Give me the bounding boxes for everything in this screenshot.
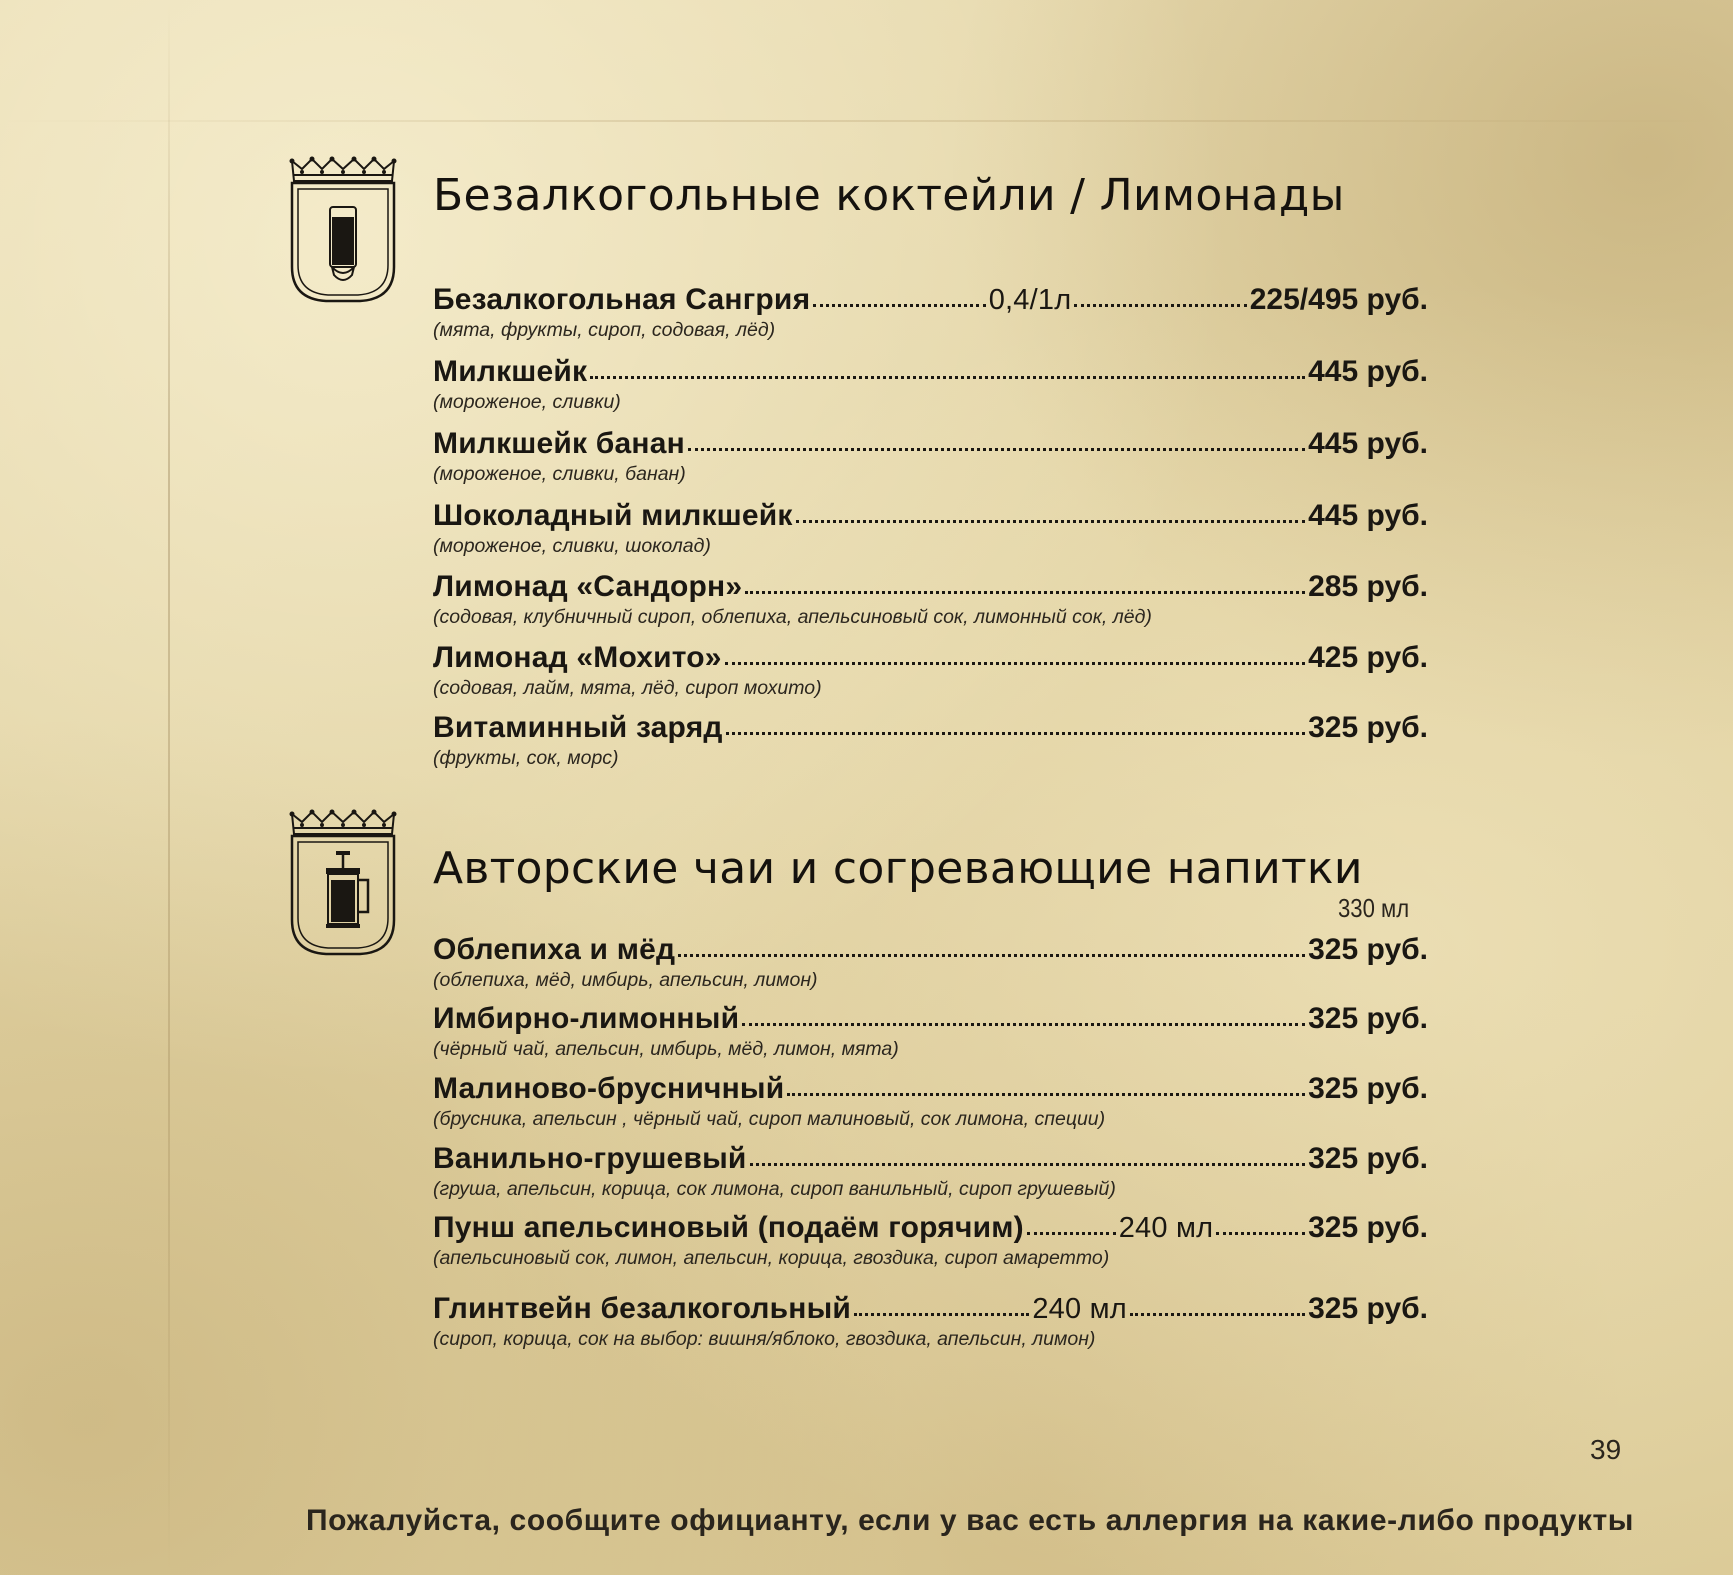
item-name: Витаминный заряд — [433, 711, 723, 744]
section-title-teas: Авторские чаи и согревающие напитки — [433, 843, 1363, 894]
item-description: (фрукты, сок, морс) — [433, 747, 619, 769]
menu-item — [433, 1211, 1428, 1292]
item-price: 325 руб. — [1308, 711, 1428, 744]
item-name: Шоколадный милкшейк — [433, 499, 793, 532]
item-price: 425 руб. — [1308, 641, 1428, 674]
menu-item — [433, 711, 1428, 783]
dotted-leader — [726, 732, 1305, 735]
item-description: (мороженое, сливки) — [433, 391, 621, 413]
menu-item — [433, 933, 1428, 1002]
dotted-leader — [787, 1093, 1305, 1096]
item-name: Облепиха и мёд — [433, 933, 676, 966]
item-price: 325 руб. — [1308, 933, 1428, 966]
menu-item — [433, 1072, 1428, 1142]
menu-item — [433, 1142, 1428, 1211]
dotted-leader — [1130, 1313, 1305, 1316]
item-description: (мороженое, сливки, банан) — [433, 463, 686, 485]
item-name: Имбирно-лимонный — [433, 1002, 740, 1035]
item-description: (чёрный чай, апельсин, имбирь, мёд, лимон, мята) — [433, 1038, 899, 1060]
item-price: 445 руб. — [1308, 499, 1428, 532]
item-price: 445 руб. — [1308, 355, 1428, 388]
item-price: 285 руб. — [1308, 570, 1428, 603]
item-name: Безалкогольная Сангрия — [433, 283, 811, 316]
dotted-leader — [854, 1313, 1029, 1316]
menu-item — [433, 641, 1428, 711]
item-description: (мороженое, сливки, шоколад) — [433, 535, 711, 557]
item-name: Лимонад «Сандорн» — [433, 570, 743, 603]
menu-item — [433, 355, 1428, 427]
item-price: 325 руб. — [1308, 1072, 1428, 1105]
volume-note: 330 мл — [1338, 893, 1410, 923]
item-price: 225/495 руб. — [1249, 283, 1429, 316]
item-name: Ванильно-грушевый — [433, 1142, 747, 1175]
menu-item — [433, 570, 1428, 641]
item-price: 325 руб. — [1308, 1292, 1428, 1325]
item-description: (мята, фрукты, сироп, содовая, лёд) — [433, 319, 776, 341]
dotted-leader — [745, 591, 1305, 594]
dotted-leader — [1216, 1232, 1305, 1235]
menu-item — [433, 427, 1428, 499]
menu-item — [433, 1292, 1428, 1364]
item-name: Малиново-брусничный — [433, 1072, 785, 1105]
item-name: Милкшейк банан — [433, 427, 685, 460]
paper-fold-line — [168, 0, 170, 1575]
item-volume: 240 мл — [1032, 1293, 1127, 1325]
item-description: (облепиха, мёд, имбирь, апельсин, лимон) — [433, 969, 818, 991]
dotted-leader — [796, 520, 1305, 523]
menu-item — [433, 499, 1428, 570]
menu-list-teas — [433, 933, 1428, 1364]
dotted-leader — [688, 448, 1305, 451]
menu-list-cocktails — [433, 283, 1428, 783]
item-description: (груша, апельсин, корица, сок лимона, сироп ванильный, сироп грушевый) — [433, 1178, 1116, 1200]
dotted-leader — [1074, 304, 1246, 307]
item-price: 325 руб. — [1308, 1142, 1428, 1175]
item-price: 445 руб. — [1308, 427, 1428, 460]
dotted-leader — [742, 1023, 1305, 1026]
dotted-leader — [725, 662, 1305, 665]
dotted-leader — [1027, 1232, 1116, 1235]
paper-crease — [0, 120, 1733, 122]
item-name: Глинтвейн безалкогольный — [433, 1292, 852, 1325]
crest-tall-glass-icon — [288, 155, 398, 305]
item-description: (апельсиновый сок, лимон, апельсин, корица, гвоздика, сироп амаретто) — [433, 1247, 1110, 1269]
item-volume: 0,4/1л — [988, 284, 1072, 316]
item-description: (содовая, лайм, мята, лёд, сироп мохито) — [433, 677, 822, 699]
item-name: Милкшейк — [433, 355, 588, 388]
item-description: (брусника, апельсин , чёрный чай, сироп малиновый, сок лимона, специи) — [433, 1108, 1106, 1130]
dotted-leader — [813, 304, 985, 307]
item-price: 325 руб. — [1308, 1211, 1428, 1244]
dotted-leader — [678, 954, 1305, 957]
item-name: Лимонад «Мохито» — [433, 641, 722, 674]
item-description: (содовая, клубничный сироп, облепиха, апельсиновый сок, лимонный сок, лёд) — [433, 606, 1152, 628]
dotted-leader — [750, 1163, 1306, 1166]
item-name: Пунш апельсиновый (подаём горячим) — [433, 1211, 1024, 1244]
page-number: 39 — [1590, 1434, 1622, 1465]
menu-item — [433, 1002, 1428, 1072]
menu-item — [433, 283, 1428, 355]
dotted-leader — [590, 376, 1305, 379]
item-description: (сироп, корица, сок на выбор: вишня/яблоко, гвоздика, апельсин, лимон) — [433, 1328, 1096, 1350]
item-volume: 240 мл — [1118, 1212, 1214, 1244]
item-price: 325 руб. — [1308, 1002, 1428, 1035]
crest-french-press-icon — [288, 808, 398, 958]
allergy-footer-note: Пожалуйста, сообщите официанту, если у вас есть аллергия на какие-либо продукты — [306, 1504, 1634, 1537]
section-title-cocktails: Безалкогольные коктейли / Лимонады — [433, 170, 1345, 221]
